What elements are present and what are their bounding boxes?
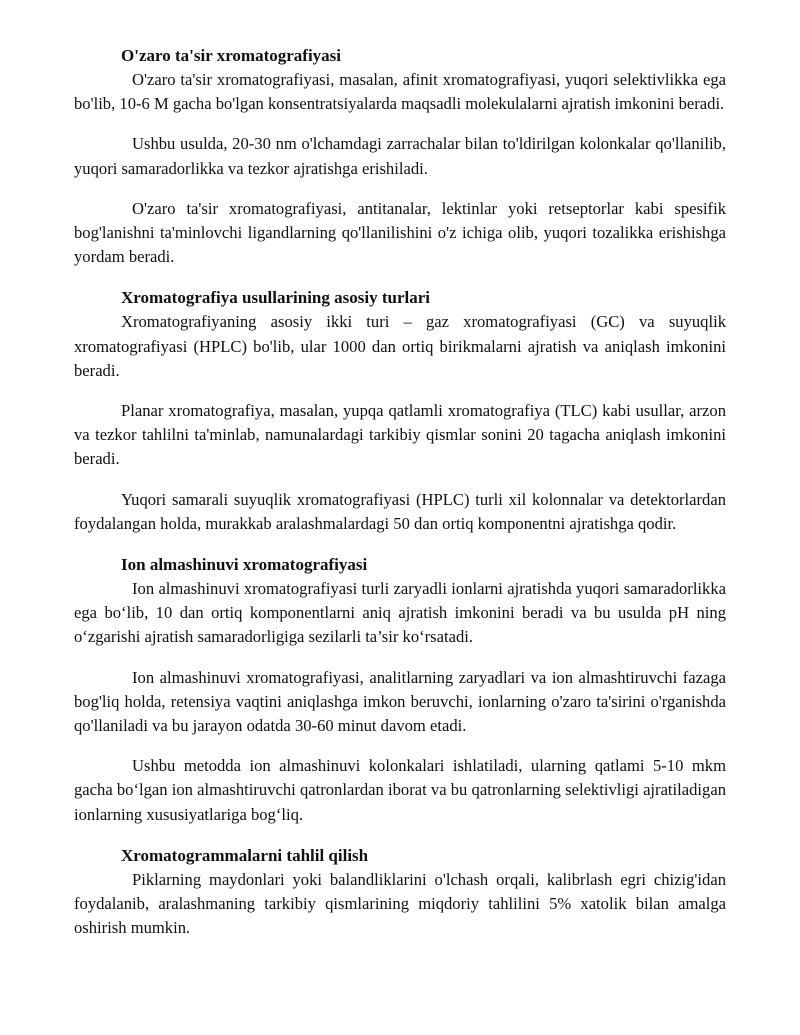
- paragraph: Piklarning maydonlari yoki balandliklarini o'lchash orqali, kalibrlash egri chizig'idan foydalanib, aralashmaning tarkibiy qismlarining miqdoriy tahlilini 5% xatolik bilan amalga oshirish mumkin.: [74, 869, 726, 938]
- section-heading: Ion almashinuvi xromatografiyasi: [121, 555, 368, 575]
- paragraph: O'zaro ta'sir xromatografiyasi, masalan, afinit xromatografiyasi, yuqori selektivlikka ega bo'lib, 10-6 M gacha bo'lgan konsentratsiyalarda maqsadli molekulalarni ajratish imkonini beradi.: [74, 70, 726, 114]
- paragraph: Ion almashinuvi xromatografiyasi turli zaryadli ionlarni ajratishda yuqori samaradorlikka ega bo‘lib, 10 dan ortiq komponentlarni aniq ajratish imkonini beradi va bu usulda pH ning o‘zgarishi ajratish samaradorligiga sezilarli ta’sir ko‘rsatadi.: [74, 579, 726, 647]
- paragraph: Yuqori samarali suyuqlik xromatografiyasi (HPLC) turli xil kolonnalar va detektorlardan foydalangan holda, murakkab aralashmalardagi 50 dan ortiq komponentni ajratishga qodir.: [74, 489, 726, 533]
- section-chromatography-types: [74, 286, 726, 536]
- paragraph: O'zaro ta'sir xromatografiyasi, antitanalar, lektinlar yoki retseptorlar kabi spesifik bog'lanishni ta'minlovchi ligandlarning qo'llanilishini o'z ichiga olib, yuqori tozalikka erishishga yordam beradi.: [74, 198, 726, 267]
- paragraph: Ushbu usulda, 20-30 nm o'lchamdagi zarrachalar bilan to'ldirilgan kolonkalar qo'llanilib, yuqori samaradorlikka va tezkor ajratishga erishiladi.: [74, 134, 726, 178]
- section-chromatogram-analysis: [74, 844, 726, 941]
- paragraph: Xromatografiyaning asosiy ikki turi – gaz xromatografiyasi (GC) va suyuqlik xromatografiyasi (HPLC) bo'lib, ular 1000 dan ortiq birikmalarni ajratish va aniqlash imkonini beradi.: [74, 312, 726, 380]
- section-interaction-chromatography: [74, 44, 726, 269]
- paragraph: Planar xromatografiya, masalan, yupqa qatlamli xromatografiya (TLC) kabi usullar, arzon va tezkor tahlilni ta'minlab, namunalardagi tarkibiy qismlar sonini 20 tagacha aniqlash imkonini beradi.: [74, 401, 726, 469]
- section-ion-exchange-chromatography: [74, 553, 726, 827]
- paragraph: Ushbu metodda ion almashinuvi kolonkalari ishlatiladi, ularning qatlami 5-10 mkm gacha bo‘lgan ion almashtiruvchi qatronlardan iborat va bu qatronlarning selektivligi ajratiladigan ionlarning xususiyatlariga bog‘liq.: [74, 756, 726, 824]
- paragraph: Ion almashinuvi xromatografiyasi, analitlarning zaryadlari va ion almashtiruvchi fazaga bog'liq holda, retensiya vaqtini aniqlashga imkon beruvchi, ionlarning o'zaro ta'sirini o'rganishda qo'llaniladi va bu jarayon odatda 30-60 minut davom etadi.: [74, 667, 726, 736]
- section-heading: O'zaro ta'sir xromatografiyasi: [121, 46, 342, 65]
- section-heading: Xromatogrammalarni tahlil qilish: [121, 845, 369, 865]
- section-heading: Xromatografiya usullarining asosiy turlari: [121, 288, 430, 308]
